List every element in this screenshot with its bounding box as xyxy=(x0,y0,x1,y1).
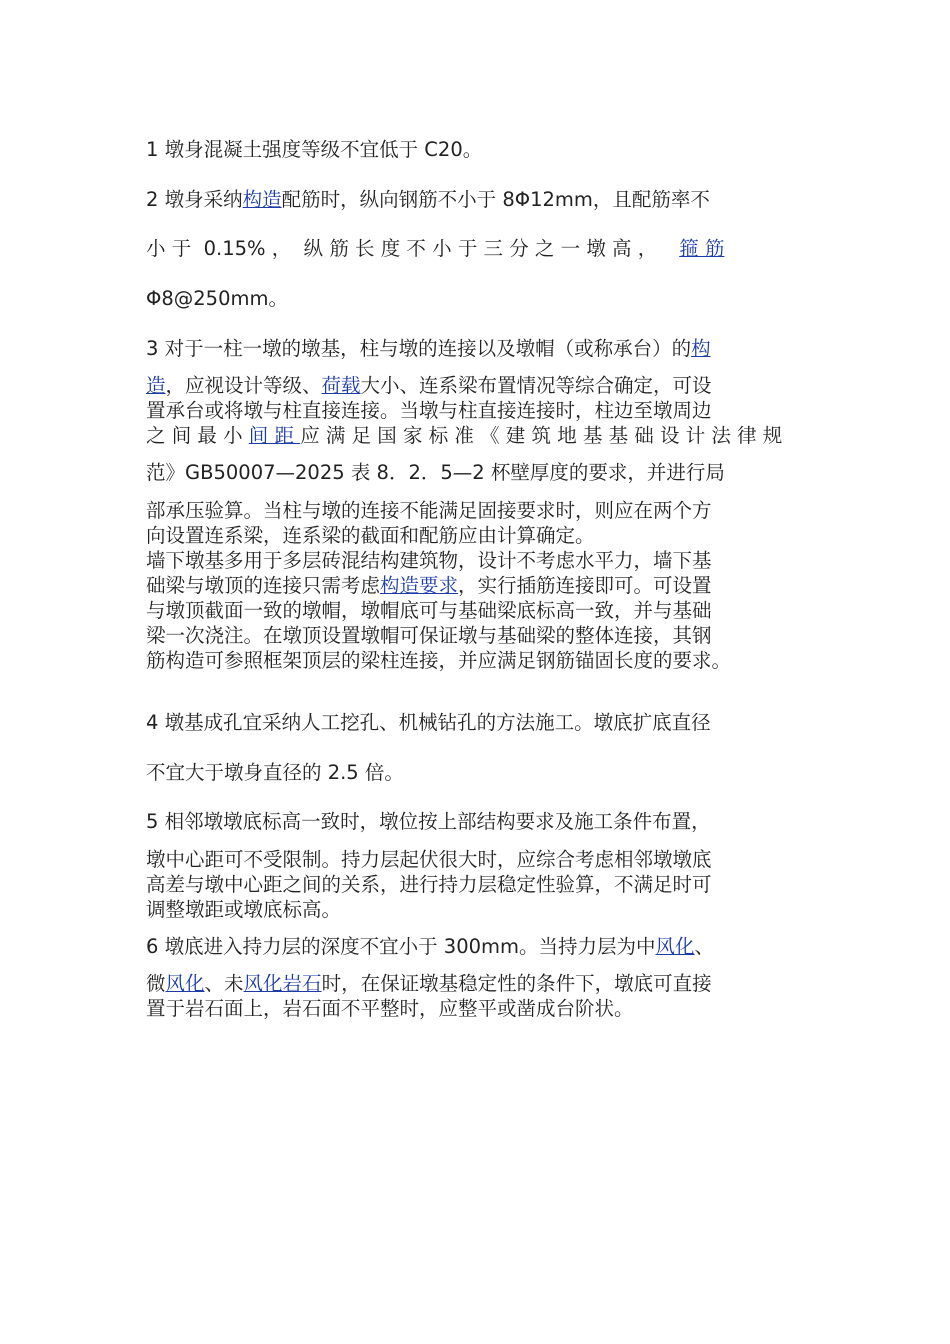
paragraph-4-line-1 xyxy=(146,711,816,735)
paragraph-5-line-2 xyxy=(146,848,816,872)
paragraph-3-line-11 xyxy=(146,624,816,648)
paragraph-text: 范》GB50007—2025 表 8．2．5—2 杯壁厚度的要求，并进行局 xyxy=(146,461,725,484)
link-jianju[interactable]: 间 距 xyxy=(248,424,301,447)
paragraph-text: ，应视设计等级、 xyxy=(165,374,322,397)
link-hezai[interactable]: 荷载 xyxy=(321,374,361,397)
paragraph-3-line-2 xyxy=(146,374,816,398)
link-gou[interactable]: 构 xyxy=(691,337,711,360)
paragraph-3-line-5 xyxy=(146,461,816,485)
paragraph-3-line-3 xyxy=(146,399,816,423)
link-gouzao-yaoqiu[interactable]: 构造要求 xyxy=(380,574,459,597)
link-gouzao[interactable]: 构造 xyxy=(242,188,282,211)
paragraph-5-line-3 xyxy=(146,873,816,897)
paragraph-3-line-12 xyxy=(146,649,816,673)
paragraph-text: 之 间 最 小 xyxy=(146,424,249,447)
paragraph-6-line-2 xyxy=(146,972,816,996)
paragraph-6-line-1 xyxy=(146,935,816,959)
paragraph-text: 置承台或将墩与柱直接连接。当墩与柱直接连接时，柱边至墩周边 xyxy=(146,399,712,422)
paragraph-6-line-3 xyxy=(146,997,816,1021)
paragraph-text: 应 满 足 国 家 标 准 《 建 筑 地 基 基 础 设 计 法 律 规 xyxy=(300,424,783,447)
paragraph-text: 5 相邻墩墩底标高一致时，墩位按上部结构要求及施工条件布置， xyxy=(146,810,711,833)
paragraph-text: 向设置连系梁，连系梁的截面和配筋应由计算确定。 xyxy=(146,524,595,547)
paragraph-3-line-10 xyxy=(146,599,816,623)
paragraph-3-line-1 xyxy=(146,337,816,361)
paragraph-3-line-8 xyxy=(146,549,816,573)
link-fenghua-2[interactable]: 风化 xyxy=(165,972,205,995)
paragraph-text: 时，在保证墩基稳定性的条件下，墩底可直接 xyxy=(321,972,712,995)
paragraph-text: 墙下墩基多用于多层砖混结构建筑物，设计不考虑水平力，墙下基 xyxy=(146,549,712,572)
paragraph-text: 础梁与墩顶的连接只需考虑 xyxy=(146,574,381,597)
paragraph-text: 3 对于一柱一墩的墩基，柱与墩的连接以及墩帽（或称承台）的 xyxy=(146,337,692,360)
paragraph-text: 调整墩距或墩底标高。 xyxy=(146,898,342,921)
paragraph-2-line-3 xyxy=(146,287,816,311)
paragraph-3-line-6 xyxy=(146,499,816,523)
paragraph-text: 筋构造可参照框架顶层的梁柱连接，并应满足钢筋锚固长度的要求。 xyxy=(146,649,732,672)
paragraph-text: 微 xyxy=(146,972,166,995)
paragraph-text: 、 xyxy=(694,935,715,958)
paragraph-3-line-7 xyxy=(146,524,816,548)
paragraph-text: 梁一次浇注。在墩顶设置墩帽可保证墩与基础梁的整体连接，其钢 xyxy=(146,624,712,647)
paragraph-2-line-2 xyxy=(146,237,816,261)
paragraph-text: 置于岩石面上，岩石面不平整时，应整平或凿成台阶状。 xyxy=(146,997,634,1020)
paragraph-text: 配筋时，纵向钢筋不小于 8Φ12mm，且配筋率不 xyxy=(281,188,710,211)
paragraph-text: 1 墩身混凝土强度等级不宜低于 C20。 xyxy=(146,138,483,161)
paragraph-text: 高差与墩中心距之间的关系，进行持力层稳定性验算，不满足时可 xyxy=(146,873,712,896)
paragraph-text: 不宜大于墩身直径的 2.5 倍。 xyxy=(146,761,404,784)
paragraph-text: 部承压验算。当柱与墩的连接不能满足固接要求时，则应在两个方 xyxy=(146,499,712,522)
paragraph-text: Φ8@250mm。 xyxy=(146,287,288,310)
paragraph-text: 4 墩基成孔宜采纳人工挖孔、机械钻孔的方法施工。墩底扩底直径 xyxy=(146,711,711,734)
paragraph-text: 与墩顶截面一致的墩帽，墩帽底可与基础梁底标高一致，并与基础 xyxy=(146,599,712,622)
paragraph-2-line-1 xyxy=(146,188,816,212)
link-gujin[interactable]: 箍 筋 xyxy=(679,237,725,260)
link-fenghua[interactable]: 风化 xyxy=(655,935,695,958)
link-fenghua-yanshi[interactable]: 风化岩石 xyxy=(243,972,322,995)
paragraph-3-line-9 xyxy=(146,574,816,598)
paragraph-text: ，实行插筋连接即可。可设置 xyxy=(458,574,712,597)
paragraph-text: 6 墩底进入持力层的深度不宜小于 300mm。当持力层为中 xyxy=(146,935,656,958)
paragraph-5-line-1 xyxy=(146,810,816,834)
paragraph-text: 大小、连系梁布置情况等综合确定，可设 xyxy=(360,374,712,397)
paragraph-text: 小 于 0.15% ， 纵 筋 长 度 不 小 于 三 分 之 一 墩 高 ， xyxy=(146,237,658,260)
paragraph-text: 、未 xyxy=(204,972,244,995)
link-zao[interactable]: 造 xyxy=(146,374,166,397)
paragraph-1-line-1 xyxy=(146,138,816,162)
paragraph-text: 墩中心距可不受限制。持力层起伏很大时，应综合考虑相邻墩墩底 xyxy=(146,848,712,871)
paragraph-5-line-4 xyxy=(146,898,816,922)
paragraph-4-line-2 xyxy=(146,761,816,785)
paragraph-text: 2 墩身采纳 xyxy=(146,188,243,211)
paragraph-3-line-4 xyxy=(146,424,816,448)
